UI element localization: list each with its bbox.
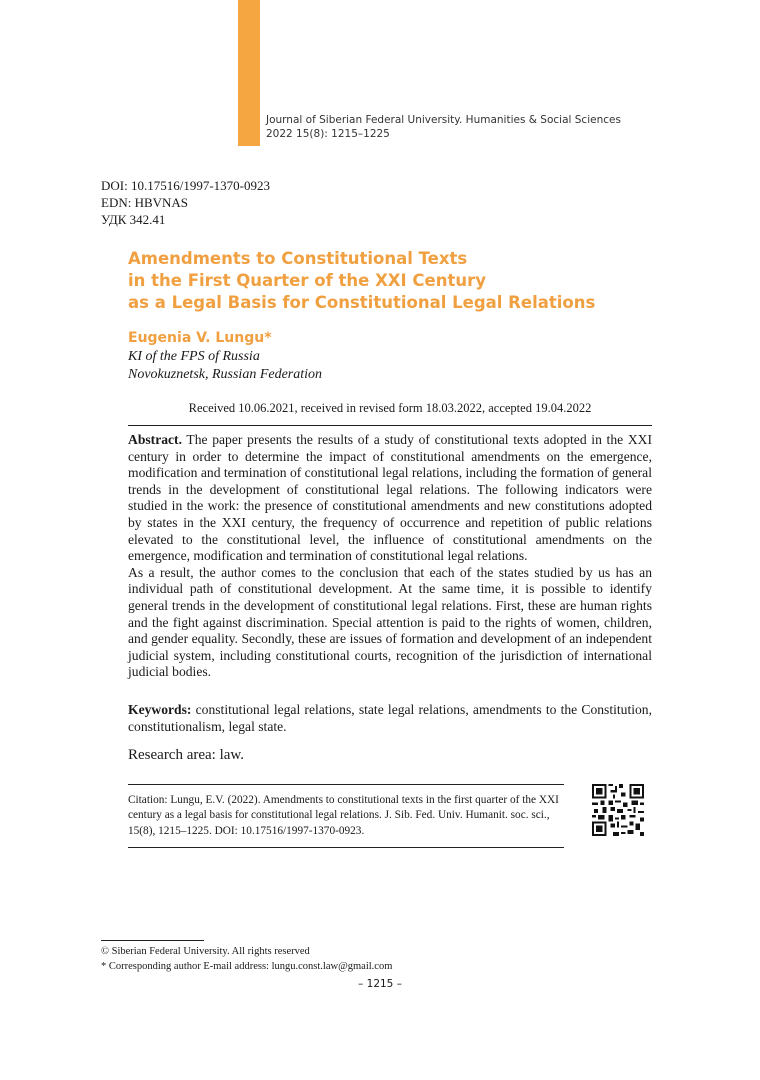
keywords-text: constitutional legal relations, state legal relations, amendments to the Constitution, constitutionalism, legal state.: [128, 702, 652, 734]
journal-name: Journal of Siberian Federal University. Humanities & Social Sciences: [266, 114, 621, 126]
author-affiliation: [128, 348, 322, 384]
footnotes: [101, 944, 392, 974]
abstract-label: Abstract.: [128, 432, 182, 447]
keywords-label: Keywords:: [128, 702, 192, 717]
title-line: Amendments to Constitutional Texts: [128, 249, 468, 268]
qr-code-icon: [592, 784, 644, 836]
abstract: [128, 432, 652, 681]
copyright-note: © Siberian Federal University. All rights reserved: [101, 946, 310, 957]
journal-header: [266, 113, 621, 141]
affiliation-organization: KI of the FPS of Russia: [128, 349, 260, 364]
abstract-text: The paper presents the results of a study of constitutional texts adopted in the XXI century in order to determine the impact of constitutional amendments on the emergence, modification and termination of constitutional legal relations, including the formation of general trends in the development of constitutional legal relations. The following indicators were studied in the work: the presence of constitutional amendments and new constitutions adopted by states in the XXI century, the frequency of occurrence and repetition of public relations elevated to the constitutional level, the influence of constitutional amendments on the emergence, modification and termination of constitutional legal relations.: [128, 432, 652, 564]
journal-issue: 2022 15(8): 1215–1225: [266, 128, 390, 140]
citation: Citation: Lungu, E.V. (2022). Amendments to constitutional texts in the first quarter of the XXI century as a legal basis for constitutional legal relations. J. Sib. Fed. Univ. Humanit. soc. sci., 15(8), 1215–1225. DOI: 10.17516/1997-1370-0923.: [128, 784, 564, 848]
research-area: Research area: law.: [128, 747, 245, 763]
doi-line: DOI: 10.17516/1997-1370-0923: [101, 178, 270, 193]
footnote-rule: [101, 940, 204, 941]
corresponding-author-note: * Corresponding author E-mail address: lungu.const.law@gmail.com: [101, 961, 393, 972]
edn-line: EDN: HBVNAS: [101, 195, 189, 210]
udk-line: УДК 342.41: [101, 212, 166, 227]
abstract-top-rule: [128, 425, 652, 426]
received-dates: Received 10.06.2021, received in revised form 18.03.2022, accepted 19.04.2022: [188, 401, 592, 415]
keywords: [128, 702, 652, 735]
article-title: [128, 248, 688, 314]
page-number: – 1215 –: [358, 978, 402, 990]
title-line: as a Legal Basis for Constitutional Legal Relations: [128, 293, 596, 312]
journal-accent-bar: [238, 0, 260, 146]
article-identifiers: [101, 177, 270, 228]
affiliation-location: Novokuznetsk, Russian Federation: [128, 367, 323, 382]
abstract-paragraph: [128, 432, 652, 565]
abstract-paragraph: As a result, the author comes to the conclusion that each of the states studied by us has an individual path of constitutional development. At the same time, it is possible to identify general trends in the development of constitutional legal relations. First, these are human rights and the fight against discrimination. Special attention is paid to the rights of women, children, and gender equality. Secondly, these are issues of formation and development of an independent judicial system, including constitutional courts, recognition of the jurisdiction of international judicial bodies.: [128, 564, 652, 680]
title-line: in the First Quarter of the XXI Century: [128, 271, 486, 290]
author-name: Eugenia V. Lungu*: [128, 330, 272, 346]
